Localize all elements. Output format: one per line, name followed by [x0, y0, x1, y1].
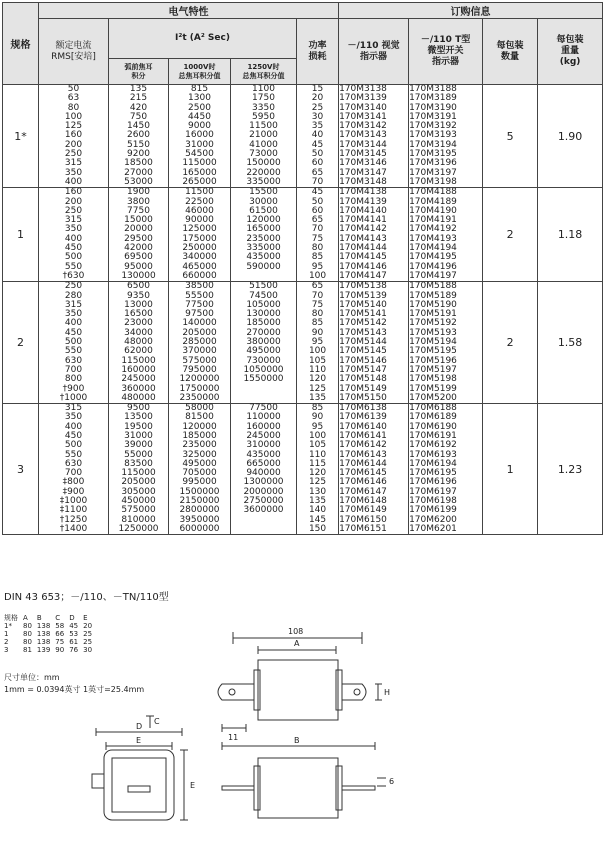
- dim-cell: 66: [55, 630, 65, 638]
- dim-cell: 138: [36, 638, 51, 646]
- header-total-1000v: 1000V时 总焦耳积分值: [169, 59, 231, 85]
- prearc-cell: 1900 3800 7750 15000 20000 29500 42000 69500 95000 130000: [109, 188, 169, 282]
- fuse-end-view: [104, 750, 174, 820]
- power-loss-cell: 85 90 95 100 105 110 115 120 125 130 135 140 145 150: [297, 404, 339, 535]
- end-view-blade-slot: [128, 786, 150, 792]
- power-loss-cell: 45 50 60 65 70 75 80 85 95 100: [297, 188, 339, 282]
- size-group-row: [3, 282, 603, 404]
- dim-header-cell: E: [83, 614, 88, 622]
- dim-header-cell: A: [23, 614, 28, 622]
- dim-header-cell: D: [69, 614, 75, 622]
- dim-cell: 61: [69, 638, 79, 646]
- total-1250v-cell: 15500 30000 61500 120000 165000 235000 335000 435000 590000: [231, 188, 297, 282]
- header-rated-current: 额定电流 RMS[安培]: [39, 19, 109, 85]
- total-1000v-cell: 11500 22500 46000 90000 125000 175000 250000 340000 465000 660000: [169, 188, 231, 282]
- dim-6-line: [377, 778, 386, 786]
- total-1000v-cell: 815 1300 2500 4450 9000 16000 31000 54500 115000 165000 265000: [169, 85, 231, 188]
- header-visual-indicator: －/110 视觉 指示器: [339, 19, 409, 85]
- dim-a-label: A: [294, 639, 300, 648]
- rated-current-cell: 250 280 315 350 400 450 500 550 630 700 800 †900 †1000: [39, 282, 109, 404]
- prearc-cell: 9500 13500 19500 31000 39000 55000 83500 115000 205000 305000 450000 575000 810000 1250000: [109, 404, 169, 535]
- dim-cell: 75: [55, 638, 65, 646]
- dim-e-top-label: E: [136, 736, 142, 745]
- fuse-spec-table: [2, 2, 603, 535]
- size-cell: 1*: [3, 85, 39, 188]
- end-view-inner: [112, 758, 166, 812]
- pack-quantity-cell: 2: [483, 188, 538, 282]
- visual-partno-cell: 170M5138 170M5139 170M5140 170M5141 170M5142 170M5143 170M5144 170M5145 170M5146 170M5147 170M5148 170M5149 170M5150: [339, 282, 409, 404]
- dim-cell: 20: [83, 622, 93, 630]
- visual-partno-cell: 170M4138 170M4139 170M4140 170M4141 170M4142 170M4143 170M4144 170M4145 170M4146 170M4147: [339, 188, 409, 282]
- visual-partno-cell: 170M6138 170M6139 170M6140 170M6141 170M6142 170M6143 170M6144 170M6145 170M6146 170M6147 170M6148 170M6149 170M6150 170M6151: [339, 404, 409, 535]
- dim-b-label: B: [294, 736, 300, 745]
- fuse-dimension-drawing: [0, 600, 606, 843]
- pack-weight-cell: 1.58: [538, 282, 603, 404]
- microswitch-partno-cell: 170M6188 170M6189 170M6190 170M6191 170M6192 170M6193 170M6194 170M6195 170M6196 170M6197 170M6198 170M6199 170M6200 170M6201: [409, 404, 483, 535]
- pack-quantity-cell: 1: [483, 404, 538, 535]
- header-size: 规格: [3, 3, 39, 85]
- pack-weight-cell: 1.90: [538, 85, 603, 188]
- side-cap-right: [336, 766, 342, 810]
- size-group-row: [3, 188, 603, 282]
- power-loss-cell: 15 20 25 30 35 40 45 50 60 65 70: [297, 85, 339, 188]
- fuse-body-front: [258, 660, 338, 720]
- pack-quantity-cell: 2: [483, 282, 538, 404]
- size-group-row: [3, 404, 603, 535]
- end-view-tab: [92, 774, 104, 788]
- dim-108-label: 108: [288, 627, 304, 636]
- header-total-1250v: 1250V时 总焦耳积分值: [231, 59, 297, 85]
- dim-d-label: D: [136, 722, 143, 731]
- pack-weight-cell: 1.18: [538, 188, 603, 282]
- dim-c-line: [146, 716, 154, 728]
- side-cap-left: [254, 766, 260, 810]
- dim-cell: 30: [83, 646, 93, 654]
- dim-header-cell: 规格: [4, 614, 18, 622]
- dim-cell: 138: [36, 630, 51, 638]
- header-power-loss: 功率 损耗: [297, 19, 339, 85]
- dim-cell: 138: [36, 622, 51, 630]
- header-pack-quantity: 每包装 数量: [483, 19, 538, 85]
- dim-header-cell: C: [55, 614, 61, 622]
- header-microswitch-indicator: －/110 T型 微型开关 指示器: [409, 19, 483, 85]
- rated-current-cell: 160 200 250 315 350 400 450 500 550 †630: [39, 188, 109, 282]
- header-ordering: 订购信息: [339, 3, 603, 19]
- rated-current-cell: 50 63 80 100 125 160 200 250 315 350 400: [39, 85, 109, 188]
- dim-6-label: 6: [389, 777, 395, 786]
- dim-cell: 80: [23, 622, 32, 630]
- fuse-body-side: [258, 758, 338, 818]
- size-group-row: [3, 85, 603, 188]
- dim-cell: 58: [55, 622, 65, 630]
- dim-cell: 25: [83, 630, 93, 638]
- dim-h-line: [375, 684, 382, 700]
- side-blade-left: [222, 786, 254, 790]
- microswitch-partno-cell: 170M4188 170M4189 170M4190 170M4191 170M4192 170M4193 170M4194 170M4195 170M4196 170M4197: [409, 188, 483, 282]
- dim-cell: 81: [23, 646, 32, 654]
- fuse-cap-left: [254, 670, 260, 710]
- dim-cell: 45: [69, 622, 79, 630]
- dim-cell: 2: [4, 638, 9, 646]
- visual-partno-cell: 170M3138 170M3139 170M3140 170M3141 170M3142 170M3143 170M3144 170M3145 170M3146 170M3147 170M3148: [339, 85, 409, 188]
- dim-c-label: C: [154, 717, 160, 726]
- dim-cell: 139: [36, 646, 51, 654]
- header-prearc: 弧前焦耳 积分: [109, 59, 169, 85]
- rated-current-cell: 315 350 400 450 500 550 630 700 ‡800 ‡900 ‡1000 ‡1100 †1250 †1400: [39, 404, 109, 535]
- total-1000v-cell: 38500 55500 77500 97500 140000 205000 285000 370000 575000 795000 1200000 1750000 2350000: [169, 282, 231, 404]
- unit-label: 尺寸单位：mm: [4, 673, 60, 682]
- dim-cell: 76: [69, 646, 79, 654]
- dim-cell: 3: [4, 646, 9, 654]
- size-cell: 1: [3, 188, 39, 282]
- prearc-cell: 6500 9350 13000 16500 23000 34000 48000 62000 115000 160000 245000 360000 480000: [109, 282, 169, 404]
- fuse-spec-body: [3, 85, 603, 535]
- dim-e-side-line: [180, 750, 188, 820]
- total-1250v-cell: 1100 1750 3350 5950 11500 21000 41000 73000 150000 220000 335000: [231, 85, 297, 188]
- dim-cell: 25: [83, 638, 93, 646]
- pack-quantity-cell: 5: [483, 85, 538, 188]
- microswitch-partno-cell: 170M5188 170M5189 170M5190 170M5191 170M5192 170M5193 170M5194 170M5195 170M5196 170M5197 170M5198 170M5199 170M5200: [409, 282, 483, 404]
- fuse-cap-right: [336, 670, 342, 710]
- dim-cell: 80: [23, 638, 32, 646]
- microswitch-partno-cell: 170M3188 170M3189 170M3190 170M3191 170M3192 170M3193 170M3194 170M3195 170M3196 170M3197 170M3198: [409, 85, 483, 188]
- size-cell: 2: [3, 282, 39, 404]
- pack-weight-cell: 1.23: [538, 404, 603, 535]
- total-1250v-cell: 77500 110000 160000 245000 310000 435000 665000 940000 1300000 2000000 2750000 3600000: [231, 404, 297, 535]
- header-electrical: 电气特性: [39, 3, 339, 19]
- unit-conversion: 1mm = 0.0394英寸 1英寸=25.4mm: [4, 685, 145, 694]
- dim-11-line: [222, 724, 246, 732]
- prearc-cell: 135 215 420 750 1450 2600 5150 9200 18500 27000 53000: [109, 85, 169, 188]
- dim-h-label: H: [384, 688, 391, 697]
- header-i2t: I²t (A² Sec): [109, 19, 297, 59]
- blade-left: [218, 684, 254, 700]
- dim-e-side-label: E: [190, 781, 196, 790]
- total-1000v-cell: 58000 81500 120000 185000 235000 325000 495000 705000 995000 1500000 2150000 2800000 3950000 6000000: [169, 404, 231, 535]
- standard-footnote: DIN 43 653；－/110、－TN/110型: [4, 592, 169, 603]
- dim-cell: 53: [69, 630, 79, 638]
- dim-11-label: 11: [228, 733, 239, 742]
- total-1250v-cell: 51500 74500 105000 130000 185000 270000 380000 495000 730000 1050000 1550000: [231, 282, 297, 404]
- side-blade-right: [342, 786, 375, 790]
- blade-hole-left: [229, 689, 235, 695]
- dim-cell: 80: [23, 630, 32, 638]
- header-pack-weight: 每包装 重量 (kg): [538, 19, 603, 85]
- dim-cell: 90: [55, 646, 65, 654]
- power-loss-cell: 65 70 75 80 85 90 95 100 105 110 120 125 135: [297, 282, 339, 404]
- blade-hole-right: [354, 689, 360, 695]
- size-cell: 3: [3, 404, 39, 535]
- dim-cell: 1*: [4, 622, 12, 630]
- dim-cell: 1: [4, 630, 9, 638]
- dim-header-cell: B: [36, 614, 42, 622]
